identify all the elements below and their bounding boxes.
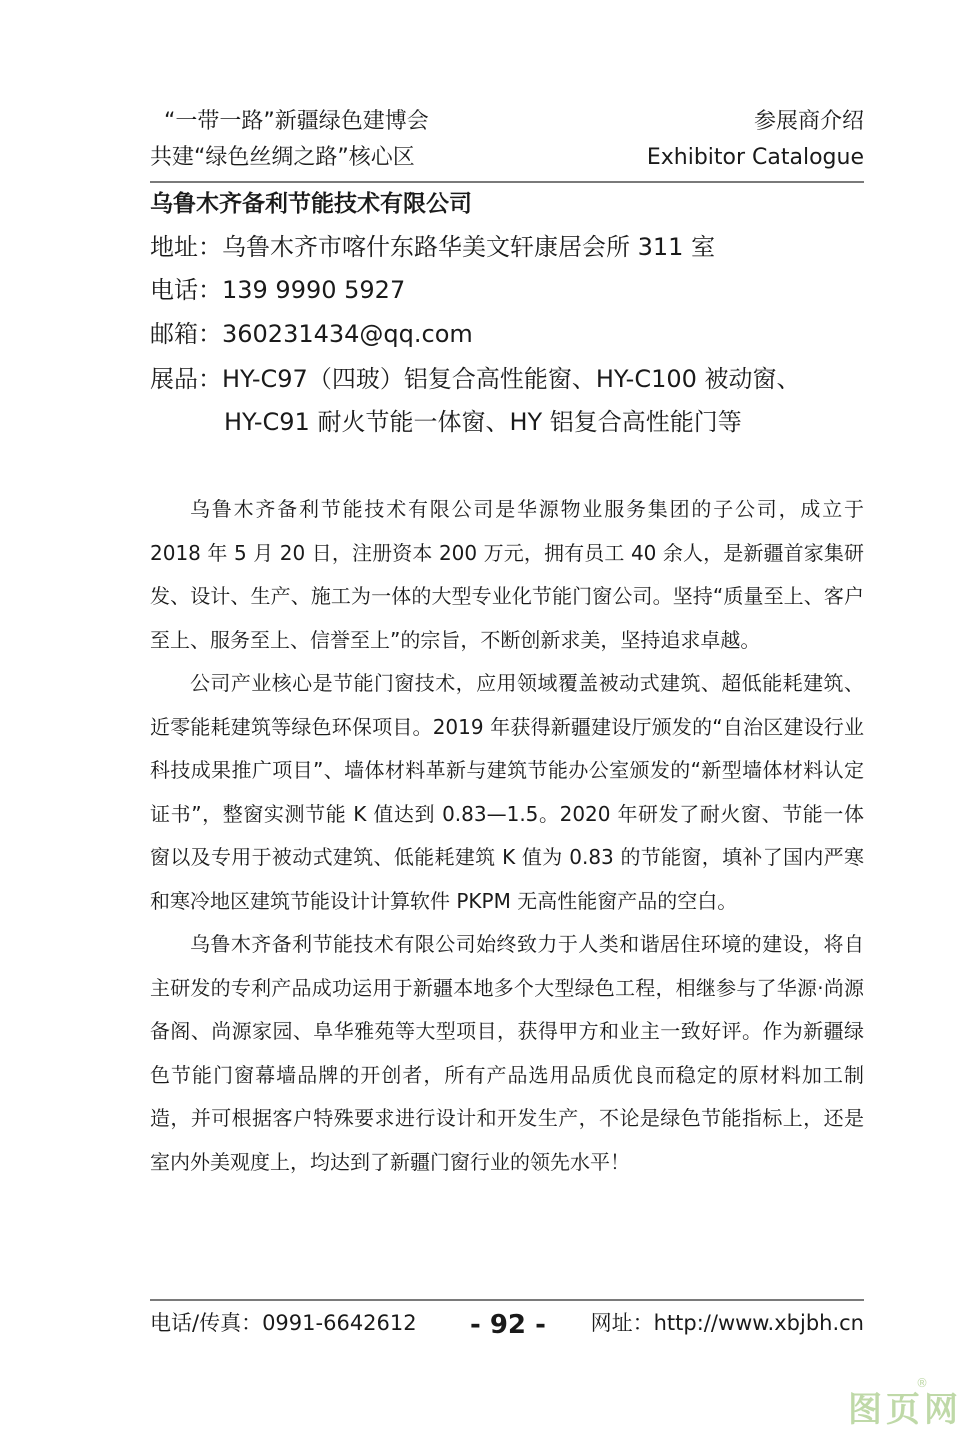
page-number: - 92 - (470, 1310, 546, 1340)
company-description (150, 488, 864, 1184)
watermark-logo: 图页网 (848, 1390, 962, 1430)
header-section-cn: 参展商介绍 (753, 109, 864, 134)
company-phone: 电话：139 9990 5927 (150, 276, 406, 304)
footer-phone-fax: 电话/传真：0991-6642612 (150, 1311, 417, 1335)
description-paragraph-2: 公司产业核心是节能门窗技术，应用领域覆盖被动式建筑、超低能耗建筑、近零能耗建筑等绿色环保项目。2019 年获得新疆建设厅颁发的“自治区建设行业科技成果推广项目”、墙体材料革新与建筑节能办公室颁发的“新型墙体材料认定证书”，整窗实测节能 K 值达到 0.83—1.5。2020 年研发了耐火窗、节能一体窗以及专用于被动式建筑、低能耗建筑 K 值为 0.83 的节能窗，填补了国内严寒和寒冷地区建筑节能设计计算软件 PKPM 无高性能窗产品的空白。 (150, 671, 864, 913)
company-email: 邮箱：360231434@qq.com (150, 320, 473, 348)
header-event-title: “一带一路”新疆绿色建博会 (164, 109, 429, 134)
header-event-subtitle: 共建“绿色丝绸之路”核心区 (150, 145, 415, 170)
header-section-en: Exhibitor Catalogue (646, 145, 864, 170)
company-name: 乌鲁木齐备利节能技术有限公司 (150, 191, 472, 217)
company-exhibits: 展品：HY-C97（四玻）铝复合高性能窗、HY-C100 被动窗、 (150, 365, 801, 393)
description-paragraph-3: 乌鲁木齐备利节能技术有限公司始终致力于人类和谐居住环境的建设，将自主研发的专利产品成功运用于新疆本地多个大型绿色工程，相继参与了华源·尚源备阁、尚源家园、阜华雅苑等大型项目，获得甲方和业主一致好评。作为新疆绿色节能门窗幕墙品牌的开创者，所有产品选用品质优良而稳定的原材料加工制造，并可根据客户特殊要求进行设计和开发生产，不论是绿色节能指标上，还是室内外美观度上，均达到了新疆门窗行业的领先水平！ (150, 932, 864, 1174)
company-exhibits-continued: HY-C91 耐火节能一体窗、HY 铝复合高性能门等 (224, 408, 742, 436)
header-divider (150, 181, 864, 183)
header-right (647, 104, 864, 176)
footer-website: 网址：http://www.xbjbh.cn (590, 1311, 864, 1335)
footer-divider (150, 1299, 864, 1301)
header-left (150, 104, 429, 176)
description-paragraph-1: 乌鲁木齐备利节能技术有限公司是华源物业服务集团的子公司，成立于 2018 年 5 月 20 日，注册资本 200 万元，拥有员工 40 余人，是新疆首家集研发、设计、生产、施工为一体的大型专业化节能门窗公司。坚持“质量至上、客户至上、服务至上、信誉至上”的宗旨，不断创新求美，坚持追求卓越。 (150, 497, 864, 652)
watermark-registered-mark: ® (916, 1376, 928, 1390)
company-address: 地址：乌鲁木齐市喀什东路华美文轩康居会所 311 室 (150, 233, 716, 261)
